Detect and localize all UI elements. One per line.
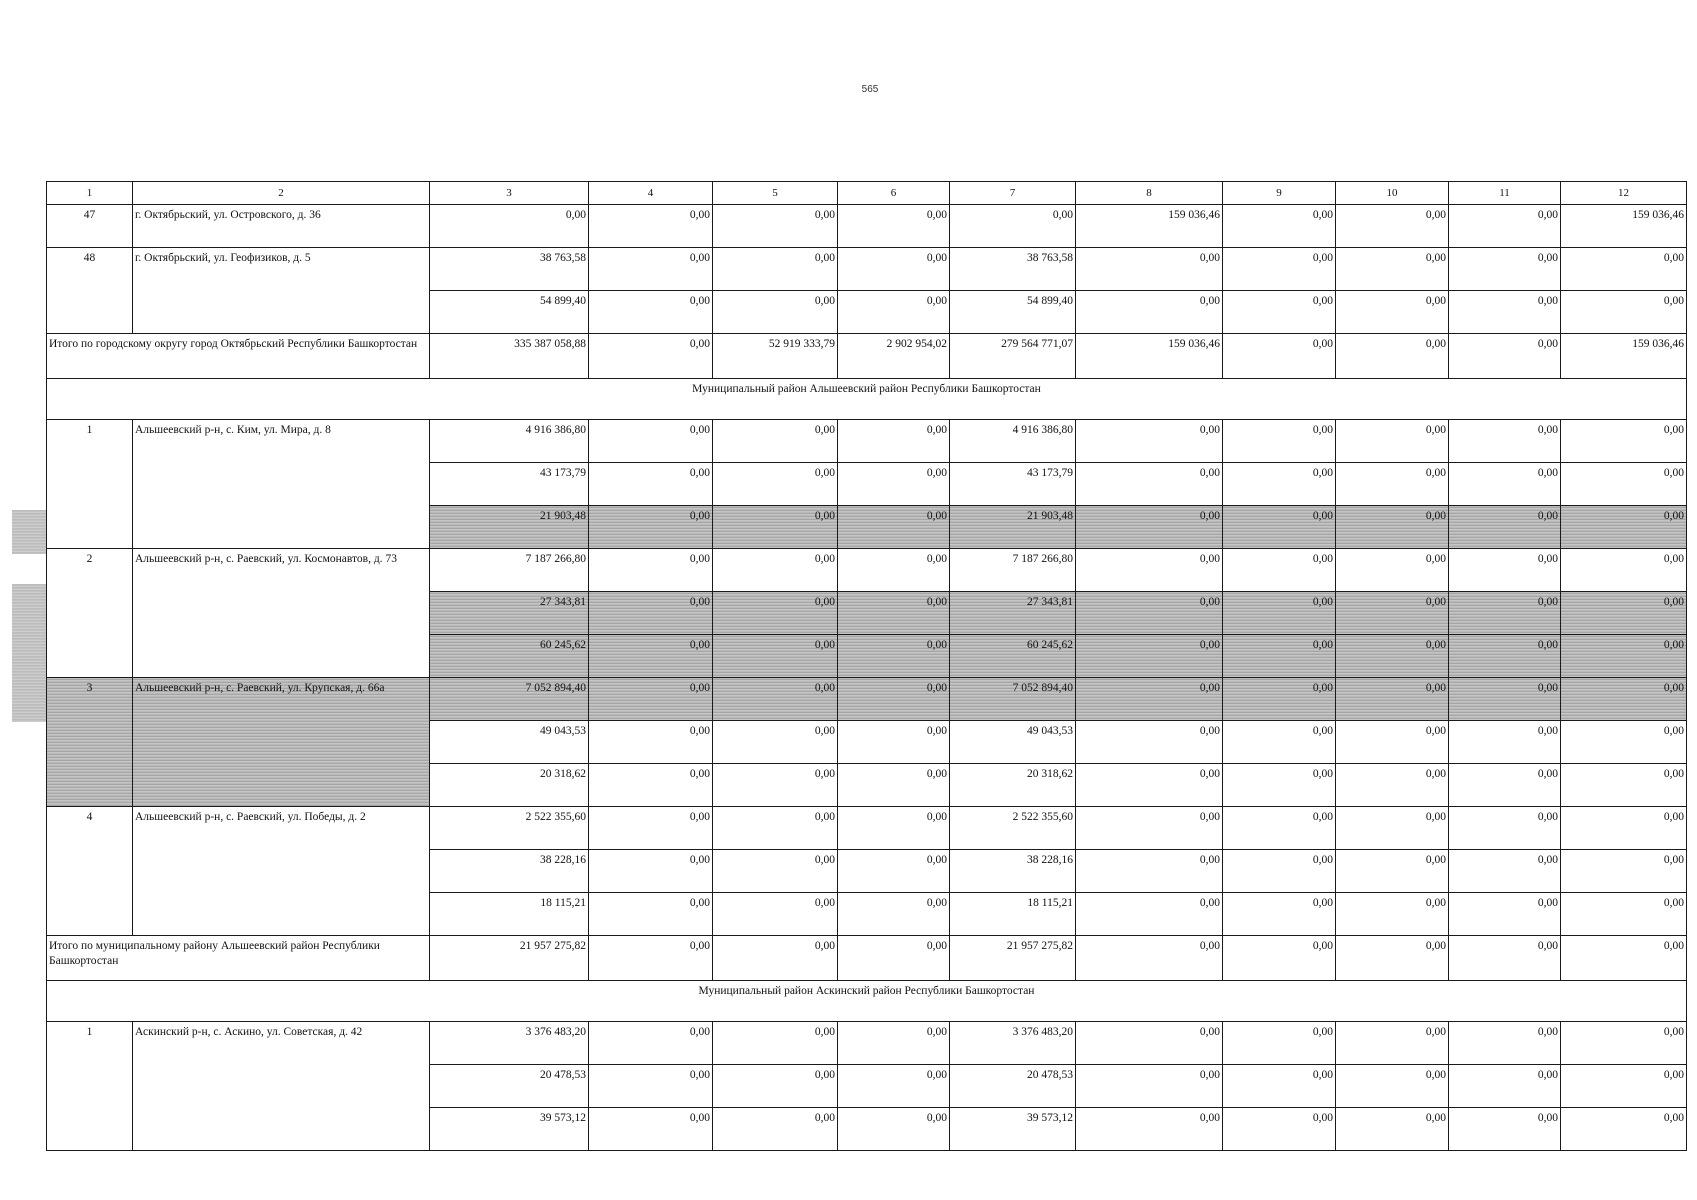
value-cell: 0,00 — [1561, 1065, 1687, 1108]
column-number-header — [47, 182, 1687, 205]
value-cell: 20 318,62 — [950, 764, 1076, 807]
value-cell: 0,00 — [589, 678, 713, 721]
value-cell: 60 245,62 — [430, 635, 589, 678]
value-cell: 0,00 — [1223, 850, 1336, 893]
value-cell: 0,00 — [713, 1022, 838, 1065]
value-cell: 54 899,40 — [950, 291, 1076, 334]
value-cell: 0,00 — [713, 936, 838, 981]
value-cell: 0,00 — [1561, 764, 1687, 807]
value-cell: 0,00 — [1336, 893, 1449, 936]
header-cell: 10 — [1336, 182, 1449, 205]
total-row — [47, 936, 1687, 981]
value-cell: 0,00 — [1449, 248, 1561, 291]
value-cell: 0,00 — [1561, 506, 1687, 549]
value-cell: 0,00 — [1449, 420, 1561, 463]
value-cell: 159 036,46 — [1561, 334, 1687, 379]
value-cell: 0,00 — [1336, 936, 1449, 981]
row-number: 3 — [47, 678, 133, 807]
value-cell: 0,00 — [589, 205, 713, 248]
header-cell: 2 — [133, 182, 430, 205]
value-cell: 0,00 — [1336, 291, 1449, 334]
value-cell: 0,00 — [1076, 291, 1223, 334]
value-cell: 0,00 — [1223, 936, 1336, 981]
value-cell: 0,00 — [838, 463, 950, 506]
value-cell: 0,00 — [1449, 463, 1561, 506]
total-label: Итого по муниципальному району Альшеевский район Республики Башкортостан — [47, 936, 430, 981]
value-cell: 0,00 — [589, 420, 713, 463]
value-cell: 159 036,46 — [1076, 334, 1223, 379]
value-cell: 0,00 — [1223, 807, 1336, 850]
value-cell: 0,00 — [838, 1065, 950, 1108]
value-cell: 0,00 — [1223, 678, 1336, 721]
value-cell: 0,00 — [1561, 1022, 1687, 1065]
value-cell: 0,00 — [589, 807, 713, 850]
value-cell: 0,00 — [1449, 635, 1561, 678]
value-cell: 0,00 — [1336, 1108, 1449, 1151]
section-header-row — [47, 379, 1687, 420]
value-cell: 4 916 386,80 — [950, 420, 1076, 463]
value-cell: 0,00 — [1076, 936, 1223, 981]
value-cell: 0,00 — [713, 721, 838, 764]
value-cell: 0,00 — [1076, 420, 1223, 463]
header-cell: 7 — [950, 182, 1076, 205]
value-cell: 0,00 — [1449, 936, 1561, 981]
value-cell: 7 052 894,40 — [430, 678, 589, 721]
value-cell: 159 036,46 — [1076, 205, 1223, 248]
address-cell: Альшеевский р-н, с. Раевский, ул. Победы, д. 2 — [133, 807, 430, 936]
value-cell: 43 173,79 — [430, 463, 589, 506]
value-cell: 27 343,81 — [950, 592, 1076, 635]
value-cell: 335 387 058,88 — [430, 334, 589, 379]
scan-artifact-band — [12, 584, 46, 722]
value-cell: 21 957 275,82 — [950, 936, 1076, 981]
header-cell: 5 — [713, 182, 838, 205]
value-cell: 7 052 894,40 — [950, 678, 1076, 721]
value-cell: 0,00 — [1449, 334, 1561, 379]
value-cell: 0,00 — [713, 420, 838, 463]
value-cell: 0,00 — [1561, 1108, 1687, 1151]
value-cell: 0,00 — [1561, 807, 1687, 850]
value-cell: 0,00 — [1223, 1065, 1336, 1108]
value-cell: 2 902 954,02 — [838, 334, 950, 379]
value-cell: 0,00 — [1449, 850, 1561, 893]
value-cell: 0,00 — [713, 850, 838, 893]
value-cell: 0,00 — [589, 334, 713, 379]
value-cell: 0,00 — [1336, 549, 1449, 592]
value-cell: 0,00 — [713, 678, 838, 721]
header-cell: 1 — [47, 182, 133, 205]
value-cell: 20 318,62 — [430, 764, 589, 807]
value-cell: 38 228,16 — [950, 850, 1076, 893]
value-cell: 20 478,53 — [430, 1065, 589, 1108]
value-cell: 0,00 — [1336, 592, 1449, 635]
row-number: 1 — [47, 1022, 133, 1151]
row-number: 1 — [47, 420, 133, 549]
value-cell: 0,00 — [1076, 678, 1223, 721]
value-cell: 0,00 — [713, 1065, 838, 1108]
value-cell: 0,00 — [713, 291, 838, 334]
value-cell: 0,00 — [838, 1022, 950, 1065]
value-cell: 0,00 — [1223, 1022, 1336, 1065]
value-cell: 39 573,12 — [950, 1108, 1076, 1151]
value-cell: 0,00 — [589, 1065, 713, 1108]
value-cell: 0,00 — [1076, 850, 1223, 893]
value-cell: 0,00 — [713, 764, 838, 807]
value-cell: 0,00 — [1449, 1065, 1561, 1108]
table-row — [47, 205, 1687, 248]
value-cell: 0,00 — [713, 205, 838, 248]
header-cell: 4 — [589, 182, 713, 205]
value-cell: 52 919 333,79 — [713, 334, 838, 379]
value-cell: 0,00 — [713, 807, 838, 850]
value-cell: 0,00 — [1336, 1022, 1449, 1065]
value-cell: 0,00 — [1336, 205, 1449, 248]
address-cell: г. Октябрьский, ул. Островского, д. 36 — [133, 205, 430, 248]
value-cell: 0,00 — [838, 936, 950, 981]
value-cell: 0,00 — [1076, 1065, 1223, 1108]
value-cell: 49 043,53 — [950, 721, 1076, 764]
value-cell: 0,00 — [1336, 1065, 1449, 1108]
value-cell: 18 115,21 — [430, 893, 589, 936]
value-cell: 0,00 — [1561, 592, 1687, 635]
value-cell: 0,00 — [1223, 291, 1336, 334]
value-cell: 0,00 — [1223, 205, 1336, 248]
value-cell: 27 343,81 — [430, 592, 589, 635]
value-cell: 0,00 — [1561, 420, 1687, 463]
value-cell: 0,00 — [1223, 1108, 1336, 1151]
value-cell: 0,00 — [589, 1022, 713, 1065]
address-cell: Аскинский р-н, с. Аскино, ул. Советская, д. 42 — [133, 1022, 430, 1151]
value-cell: 0,00 — [1336, 248, 1449, 291]
value-cell: 18 115,21 — [950, 893, 1076, 936]
value-cell: 0,00 — [1449, 549, 1561, 592]
value-cell: 0,00 — [1076, 248, 1223, 291]
value-cell: 0,00 — [713, 248, 838, 291]
header-cell: 11 — [1449, 182, 1561, 205]
header-cell: 8 — [1076, 182, 1223, 205]
value-cell: 0,00 — [1336, 506, 1449, 549]
table-row — [47, 248, 1687, 291]
value-cell: 0,00 — [1223, 764, 1336, 807]
table-row — [47, 549, 1687, 592]
value-cell: 43 173,79 — [950, 463, 1076, 506]
value-cell: 0,00 — [1449, 291, 1561, 334]
value-cell: 0,00 — [589, 1108, 713, 1151]
value-cell: 0,00 — [589, 463, 713, 506]
value-cell: 3 376 483,20 — [430, 1022, 589, 1065]
value-cell: 0,00 — [838, 506, 950, 549]
address-cell: Альшеевский р-н, с. Раевский, ул. Крупская, д. 66а — [133, 678, 430, 807]
section-title: Муниципальный район Альшеевский район Республики Башкортостан — [47, 379, 1687, 420]
row-number: 4 — [47, 807, 133, 936]
value-cell: 0,00 — [1076, 1022, 1223, 1065]
value-cell: 0,00 — [838, 420, 950, 463]
value-cell: 0,00 — [1223, 506, 1336, 549]
row-number: 2 — [47, 549, 133, 678]
section-title: Муниципальный район Аскинский район Республики Башкортостан — [47, 981, 1687, 1022]
value-cell: 21 957 275,82 — [430, 936, 589, 981]
value-cell: 0,00 — [589, 592, 713, 635]
value-cell: 0,00 — [1076, 506, 1223, 549]
value-cell: 0,00 — [1449, 1022, 1561, 1065]
value-cell: 0,00 — [589, 936, 713, 981]
value-cell: 60 245,62 — [950, 635, 1076, 678]
value-cell: 0,00 — [1223, 463, 1336, 506]
value-cell: 0,00 — [1561, 678, 1687, 721]
value-cell: 4 916 386,80 — [430, 420, 589, 463]
value-cell: 0,00 — [1076, 807, 1223, 850]
value-cell: 0,00 — [1561, 936, 1687, 981]
value-cell: 0,00 — [838, 291, 950, 334]
value-cell: 39 573,12 — [430, 1108, 589, 1151]
total-row — [47, 334, 1687, 379]
section-header-row — [47, 981, 1687, 1022]
value-cell: 0,00 — [838, 850, 950, 893]
value-cell: 0,00 — [713, 463, 838, 506]
value-cell: 0,00 — [1449, 764, 1561, 807]
value-cell: 0,00 — [1223, 420, 1336, 463]
value-cell: 0,00 — [1076, 893, 1223, 936]
value-cell: 0,00 — [838, 893, 950, 936]
value-cell: 0,00 — [589, 850, 713, 893]
header-cell: 12 — [1561, 182, 1687, 205]
value-cell: 38 763,58 — [430, 248, 589, 291]
value-cell: 0,00 — [1336, 420, 1449, 463]
value-cell: 0,00 — [838, 764, 950, 807]
value-cell: 0,00 — [1449, 205, 1561, 248]
row-number: 48 — [47, 248, 133, 334]
value-cell: 0,00 — [589, 721, 713, 764]
value-cell: 0,00 — [713, 893, 838, 936]
value-cell: 0,00 — [1449, 1108, 1561, 1151]
value-cell: 2 522 355,60 — [430, 807, 589, 850]
value-cell: 0,00 — [1223, 635, 1336, 678]
value-cell: 0,00 — [1561, 850, 1687, 893]
value-cell: 0,00 — [1076, 721, 1223, 764]
value-cell: 0,00 — [713, 592, 838, 635]
value-cell: 49 043,53 — [430, 721, 589, 764]
header-cell: 3 — [430, 182, 589, 205]
value-cell: 0,00 — [1223, 721, 1336, 764]
value-cell: 0,00 — [1223, 248, 1336, 291]
value-cell: 0,00 — [1076, 764, 1223, 807]
value-cell: 0,00 — [838, 248, 950, 291]
value-cell: 0,00 — [1336, 721, 1449, 764]
value-cell: 0,00 — [838, 205, 950, 248]
table-row — [47, 807, 1687, 850]
value-cell: 0,00 — [589, 549, 713, 592]
value-cell: 0,00 — [1076, 592, 1223, 635]
value-cell: 0,00 — [1449, 721, 1561, 764]
table-row — [47, 420, 1687, 463]
value-cell: 0,00 — [1076, 635, 1223, 678]
value-cell: 0,00 — [1336, 807, 1449, 850]
value-cell: 0,00 — [430, 205, 589, 248]
value-cell: 0,00 — [1561, 893, 1687, 936]
value-cell: 38 228,16 — [430, 850, 589, 893]
value-cell: 0,00 — [1076, 549, 1223, 592]
value-cell: 0,00 — [1223, 893, 1336, 936]
value-cell: 0,00 — [1336, 463, 1449, 506]
value-cell: 0,00 — [1076, 463, 1223, 506]
value-cell: 0,00 — [1336, 678, 1449, 721]
value-cell: 0,00 — [713, 1108, 838, 1151]
value-cell: 0,00 — [1449, 678, 1561, 721]
value-cell: 0,00 — [838, 721, 950, 764]
table-row — [47, 678, 1687, 721]
value-cell: 7 187 266,80 — [950, 549, 1076, 592]
value-cell: 0,00 — [589, 291, 713, 334]
value-cell: 0,00 — [713, 506, 838, 549]
header-cell: 6 — [838, 182, 950, 205]
value-cell: 0,00 — [838, 807, 950, 850]
value-cell: 21 903,48 — [430, 506, 589, 549]
value-cell: 0,00 — [1076, 1108, 1223, 1151]
value-cell: 3 376 483,20 — [950, 1022, 1076, 1065]
address-cell: г. Октябрьский, ул. Геофизиков, д. 5 — [133, 248, 430, 334]
value-cell: 0,00 — [1561, 463, 1687, 506]
value-cell: 0,00 — [713, 635, 838, 678]
value-cell: 0,00 — [1561, 635, 1687, 678]
value-cell: 0,00 — [1336, 764, 1449, 807]
table-row — [47, 1022, 1687, 1065]
value-cell: 0,00 — [1223, 592, 1336, 635]
value-cell: 0,00 — [1223, 549, 1336, 592]
value-cell: 0,00 — [589, 764, 713, 807]
value-cell: 7 187 266,80 — [430, 549, 589, 592]
value-cell: 0,00 — [1449, 506, 1561, 549]
value-cell: 0,00 — [1449, 807, 1561, 850]
value-cell: 0,00 — [713, 549, 838, 592]
value-cell: 20 478,53 — [950, 1065, 1076, 1108]
header-cell: 9 — [1223, 182, 1336, 205]
value-cell: 0,00 — [589, 635, 713, 678]
value-cell: 0,00 — [589, 893, 713, 936]
value-cell: 21 903,48 — [950, 506, 1076, 549]
value-cell: 0,00 — [1336, 635, 1449, 678]
value-cell: 0,00 — [1561, 721, 1687, 764]
value-cell: 0,00 — [838, 1108, 950, 1151]
value-cell: 0,00 — [950, 205, 1076, 248]
value-cell: 0,00 — [1561, 248, 1687, 291]
value-cell: 54 899,40 — [430, 291, 589, 334]
value-cell: 0,00 — [589, 248, 713, 291]
value-cell: 0,00 — [838, 549, 950, 592]
scan-artifact-band — [12, 510, 46, 554]
value-cell: 0,00 — [589, 506, 713, 549]
value-cell: 0,00 — [1449, 893, 1561, 936]
page-number: 565 — [861, 84, 879, 95]
row-number: 47 — [47, 205, 133, 248]
address-cell: Альшеевский р-н, с. Раевский, ул. Космонавтов, д. 73 — [133, 549, 430, 678]
value-cell: 0,00 — [838, 678, 950, 721]
value-cell: 0,00 — [1336, 850, 1449, 893]
value-cell: 38 763,58 — [950, 248, 1076, 291]
value-cell: 0,00 — [1561, 549, 1687, 592]
value-cell: 159 036,46 — [1561, 205, 1687, 248]
value-cell: 0,00 — [1449, 592, 1561, 635]
value-cell: 0,00 — [1223, 334, 1336, 379]
data-table — [46, 181, 1687, 1151]
value-cell: 2 522 355,60 — [950, 807, 1076, 850]
value-cell: 0,00 — [1561, 291, 1687, 334]
total-label: Итого по городскому округу город Октябрьский Республики Башкортостан — [47, 334, 430, 379]
address-cell: Альшеевский р-н, с. Ким, ул. Мира, д. 8 — [133, 420, 430, 549]
value-cell: 0,00 — [838, 592, 950, 635]
value-cell: 0,00 — [838, 635, 950, 678]
value-cell: 0,00 — [1336, 334, 1449, 379]
value-cell: 279 564 771,07 — [950, 334, 1076, 379]
